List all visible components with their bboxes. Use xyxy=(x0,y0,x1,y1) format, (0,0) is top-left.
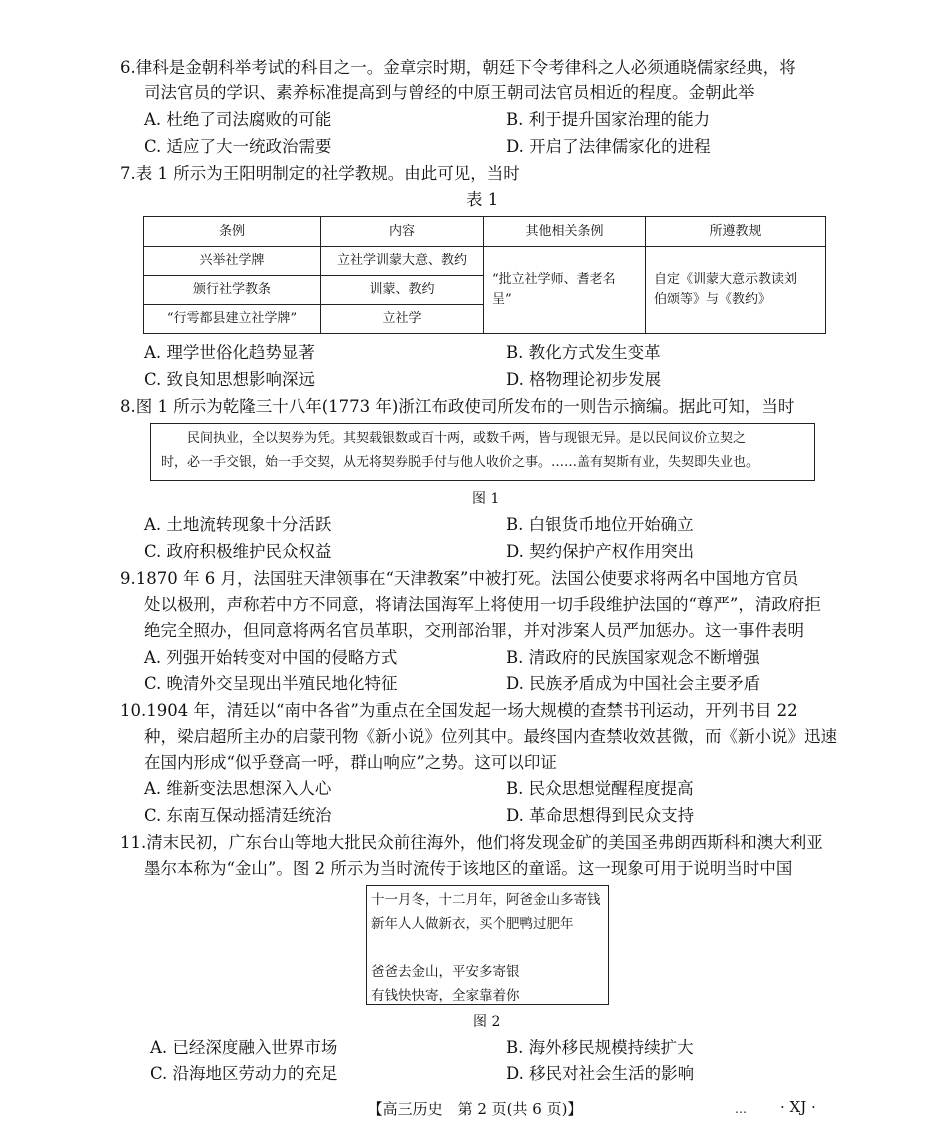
q10-option-a: A. 维新变法思想深入人心 xyxy=(144,779,332,798)
q7-option-c: C. 致良知思想影响深远 xyxy=(144,370,316,389)
q11-option-d: D. 移民对社会生活的影响 xyxy=(506,1064,695,1083)
q8-option-d: D. 契约保护产权作用突出 xyxy=(506,542,695,561)
q11-option-b: B. 海外移民规模持续扩大 xyxy=(506,1038,694,1057)
q7-option-b: B. 教化方式发生变革 xyxy=(506,343,661,362)
q6-option-a: A. 杜绝了司法腐败的可能 xyxy=(144,110,332,129)
table-header-cell: 所遵教规 xyxy=(646,217,826,247)
q11-stem-line-1: 11.清末民初，广东台山等地大批民众前往海外，他们将发现金矿的美国圣弗朗西斯科和澳大利亚 xyxy=(120,833,823,852)
table-row xyxy=(144,247,826,276)
q8-option-c: C. 政府积极维护民众权益 xyxy=(144,542,332,561)
q9-option-c: C. 晚清外交呈现出半殖民地化特征 xyxy=(144,674,398,693)
q6-option-c: C. 适应了大一统政治需要 xyxy=(144,137,332,156)
q7-option-d: D. 格物理论初步发展 xyxy=(506,370,662,389)
q7-option-a: A. 理学世俗化趋势显著 xyxy=(144,343,315,362)
q8-option-b: B. 白银货币地位开始确立 xyxy=(506,515,694,534)
figure-1-line: 民间执业，全以契券为凭。其契载银数或百十两，或数千两，皆与现银无异。是以民间议价立契之 xyxy=(187,431,747,446)
figure-2-line: 有钱快快寄，全家靠着你 xyxy=(371,988,520,1004)
q9-stem-line-1: 9.1870 年 6 月，法国驻天津领事在“天津教案”中被打死。法国公使要求将两名中国地方官员 xyxy=(120,569,799,588)
q7-stem: 7.表 1 所示为王阳明制定的社学教规。由此可见，当时 xyxy=(120,164,520,183)
figure-2-line: 新年人人做新衣，买个肥鸭过肥年 xyxy=(371,916,574,932)
page-footer: 【高三历史 第 2 页(共 6 页)】 xyxy=(367,1100,583,1118)
table-header-cell: 条例 xyxy=(144,217,321,247)
q10-stem-line-3: 在国内形成“似乎登高一呼，群山响应”之势。这可以印证 xyxy=(144,753,557,772)
q11-option-a: A. 已经深度融入世界市场 xyxy=(150,1038,338,1057)
q8-option-a: A. 土地流转现象十分活跃 xyxy=(144,515,332,534)
figure-2-line xyxy=(371,936,608,960)
q9-option-d: D. 民族矛盾成为中国社会主要矛盾 xyxy=(506,674,761,693)
q10-stem-line-2: 种，梁启超所主办的启蒙刊物《新小说》位列其中。最终国内查禁收效甚微，而《新小说》迅速 xyxy=(144,727,837,746)
q10-option-c: C. 东南互保动摇清廷统治 xyxy=(144,806,332,825)
footer-dash: … xyxy=(735,1102,747,1116)
table-cell: 训蒙、教约 xyxy=(321,276,484,305)
q11-stem-line-2: 墨尔本称为“金山”。图 2 所示为当时流传于该地区的童谣。这一现象可用于说明当时中国 xyxy=(144,859,793,878)
table-header-cell: 其他相关条例 xyxy=(484,217,646,247)
q8-stem: 8.图 1 所示为乾隆三十八年(1773 年)浙江布政使司所发布的一则告示摘编。据此可知，当时 xyxy=(120,397,795,416)
footer-code: · XJ · xyxy=(780,1098,816,1116)
table-cell: 兴举社学牌 xyxy=(144,247,321,276)
q10-stem-line-1: 10.1904 年，清廷以“南中各省”为重点在全国发起一场大规模的查禁书刊运动，开列书目 22 xyxy=(120,701,798,720)
figure-2-line: 爸爸去金山，平安多寄银 xyxy=(371,964,520,980)
q6-option-b: B. 利于提升国家治理的能力 xyxy=(506,110,711,129)
q9-option-a: A. 列强开始转变对中国的侵略方式 xyxy=(144,648,398,667)
figure-1-line: 时，必一手交银，始一手交契，从无将契券脱手付与他人收价之事。……盖有契斯有业，失契即失业也。 xyxy=(161,455,760,470)
merged-cell-line: 呈” xyxy=(492,292,512,307)
table-cell: 立社学 xyxy=(321,305,484,334)
q6-option-d: D. 开启了法律儒家化的进程 xyxy=(506,137,711,156)
table-header-cell: 内容 xyxy=(321,217,484,247)
table-cell: “行雩都县建立社学牌” xyxy=(144,305,321,334)
table-cell: 颁行社学教条 xyxy=(144,276,321,305)
q7-table-title: 表 1 xyxy=(466,190,499,209)
merged-cell-line: “批立社学师、耆老名 xyxy=(492,272,616,287)
q9-stem-line-3: 绝完全照办，但同意将两名官员革职，交刑部治罪，并对涉案人员严加惩办。这一事件表明 xyxy=(144,621,804,640)
q9-stem-line-2: 处以极刑，声称若中方不同意，将请法国海军上将使用一切手段维护法国的“尊严”，清政府拒 xyxy=(144,595,821,614)
figure-1-caption: 图 1 xyxy=(472,491,500,507)
merged-cell-line: 伯颂等》与《教约》 xyxy=(654,292,772,307)
figure-1-box xyxy=(150,423,815,481)
table-merged-cell-rules-followed xyxy=(646,247,826,334)
table-1 xyxy=(143,216,826,334)
q11-option-c: C. 沿海地区劳动力的充足 xyxy=(150,1064,338,1083)
q10-option-d: D. 革命思想得到民众支持 xyxy=(506,806,695,825)
table-cell: 立社学训蒙大意、教约 xyxy=(321,247,484,276)
table-merged-cell-other-rules xyxy=(484,247,646,334)
q10-option-b: B. 民众思想觉醒程度提高 xyxy=(506,779,694,798)
figure-2-caption: 图 2 xyxy=(473,1014,501,1030)
q6-stem-line-2: 司法官员的学识、素养标准提高到与曾经的中原王朝司法官员相近的程度。金朝此举 xyxy=(144,83,755,102)
q6-stem-line-1: 6.律科是金朝科举考试的科目之一。金章宗时期，朝廷下令考律科之人必须通晓儒家经典，将 xyxy=(120,58,796,77)
figure-2-box xyxy=(366,885,609,1005)
q9-option-b: B. 清政府的民族国家观念不断增强 xyxy=(506,648,760,667)
figure-2-line: 十一月冬，十二月年，阿爸金山多寄钱 xyxy=(371,892,601,908)
merged-cell-line: 自定《训蒙大意示教读刘 xyxy=(654,272,798,287)
